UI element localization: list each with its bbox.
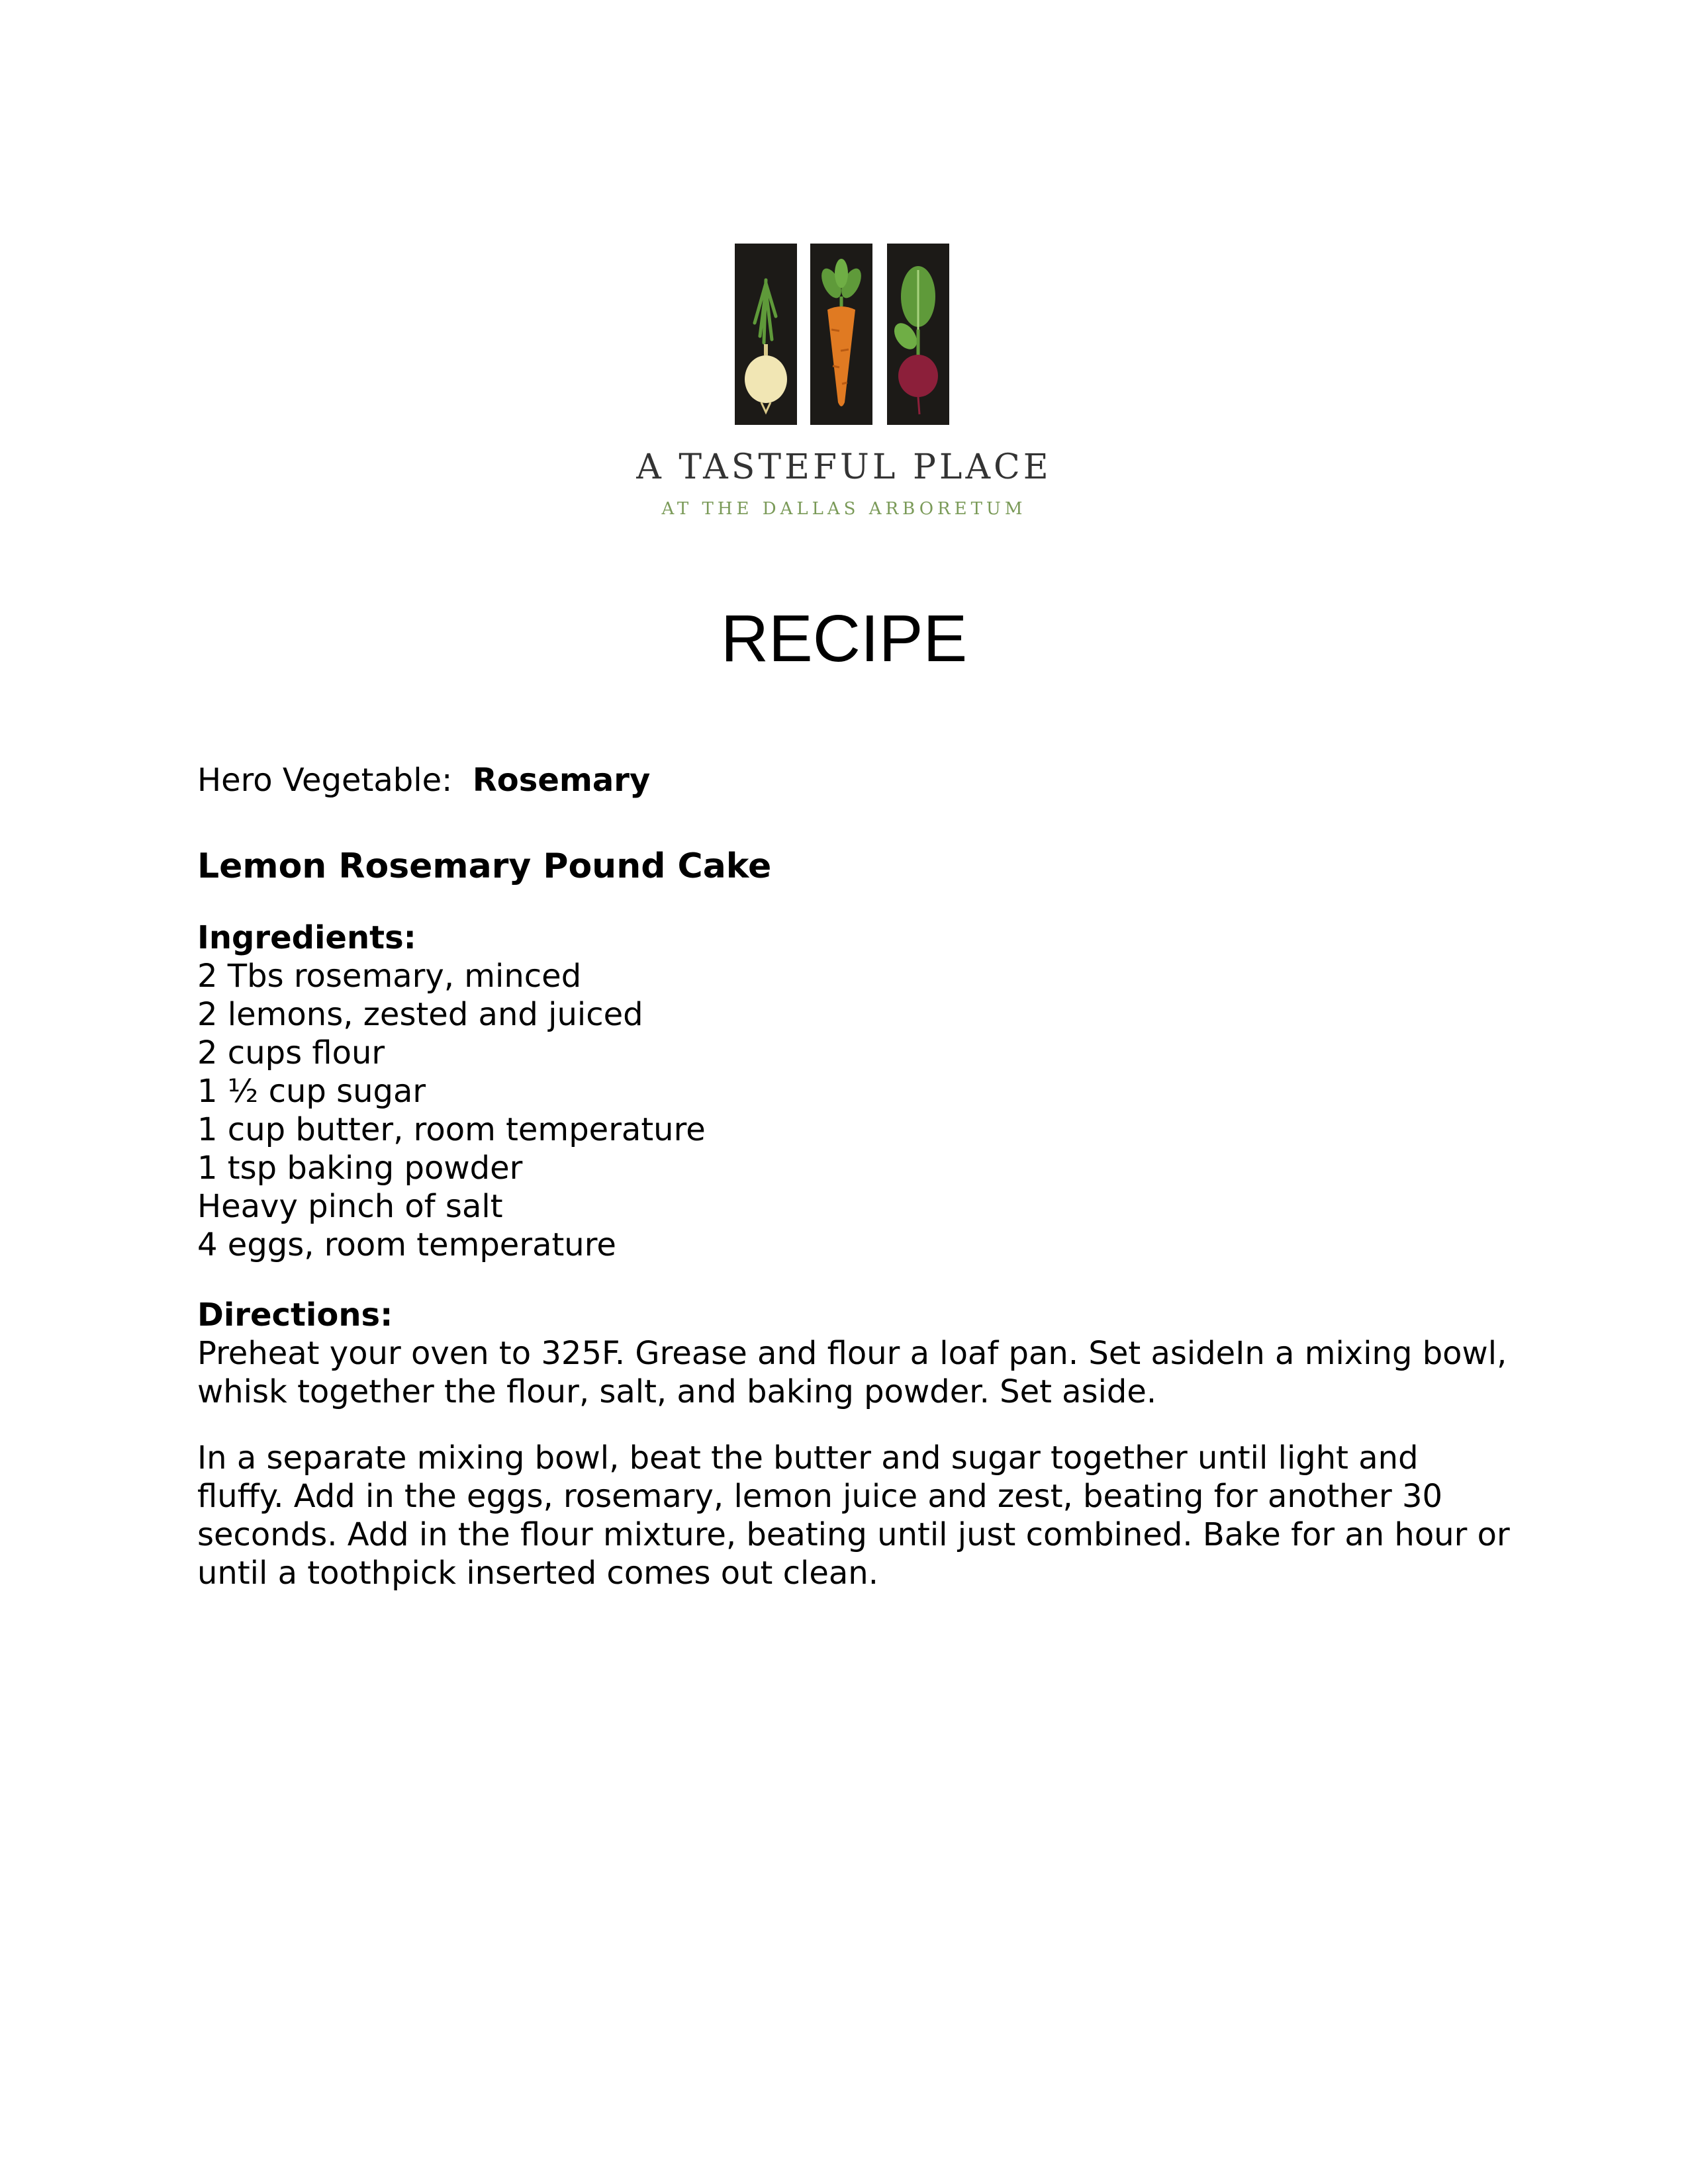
recipe-content [197,761,1515,1592]
ingredient-item: 1 ½ cup sugar [197,1073,426,1110]
ingredient-item: Heavy pinch of salt [197,1188,503,1225]
ingredients-heading: Ingredients: [197,919,416,956]
hero-vegetable-label: Hero Vegetable: [197,762,453,799]
logo-subtitle: AT THE DALLAS ARBORETUM [661,499,1027,519]
ingredient-item: 1 cup butter, room temperature [197,1111,706,1148]
onion-panel-icon [735,244,797,425]
ingredients-list [197,957,1515,1264]
hero-vegetable-value: Rosemary [472,762,651,799]
logo-name: A TASTEFUL PLACE [636,447,1052,487]
recipe-title: Lemon Rosemary Pound Cake [197,846,772,886]
ingredient-item: 2 Tbs rosemary, minced [197,958,582,995]
ingredient-item: 1 tsp baking powder [197,1150,523,1187]
directions-body [197,1334,1515,1592]
beet-panel-icon [887,244,949,425]
logo-vegetable-panels [735,244,949,425]
carrot-panel-icon [810,244,872,425]
hero-vegetable-line [197,761,1515,799]
ingredient-item: 2 cups flour [197,1034,385,1071]
directions-paragraph: In a separate mixing bowl, beat the butter and sugar together until light and fluffy. Add in the eggs, rosemary, lemon juice and zest, beating for another 30 seconds. Add in the flour mixture, beating until just combined. Bake for an hour or until a toothpick inserted comes out clean. [197,1439,1510,1592]
ingredient-item: 2 lemons, zested and juiced [197,996,643,1033]
ingredient-item: 4 eggs, room temperature [197,1226,616,1263]
directions-paragraph: Preheat your oven to 325F. Grease and flour a loaf pan. Set asideIn a mixing bowl, whisk together the flour, salt, and baking powder. Set aside. [197,1335,1507,1410]
directions-heading: Directions: [197,1297,393,1334]
page-title: RECIPE [720,602,968,676]
